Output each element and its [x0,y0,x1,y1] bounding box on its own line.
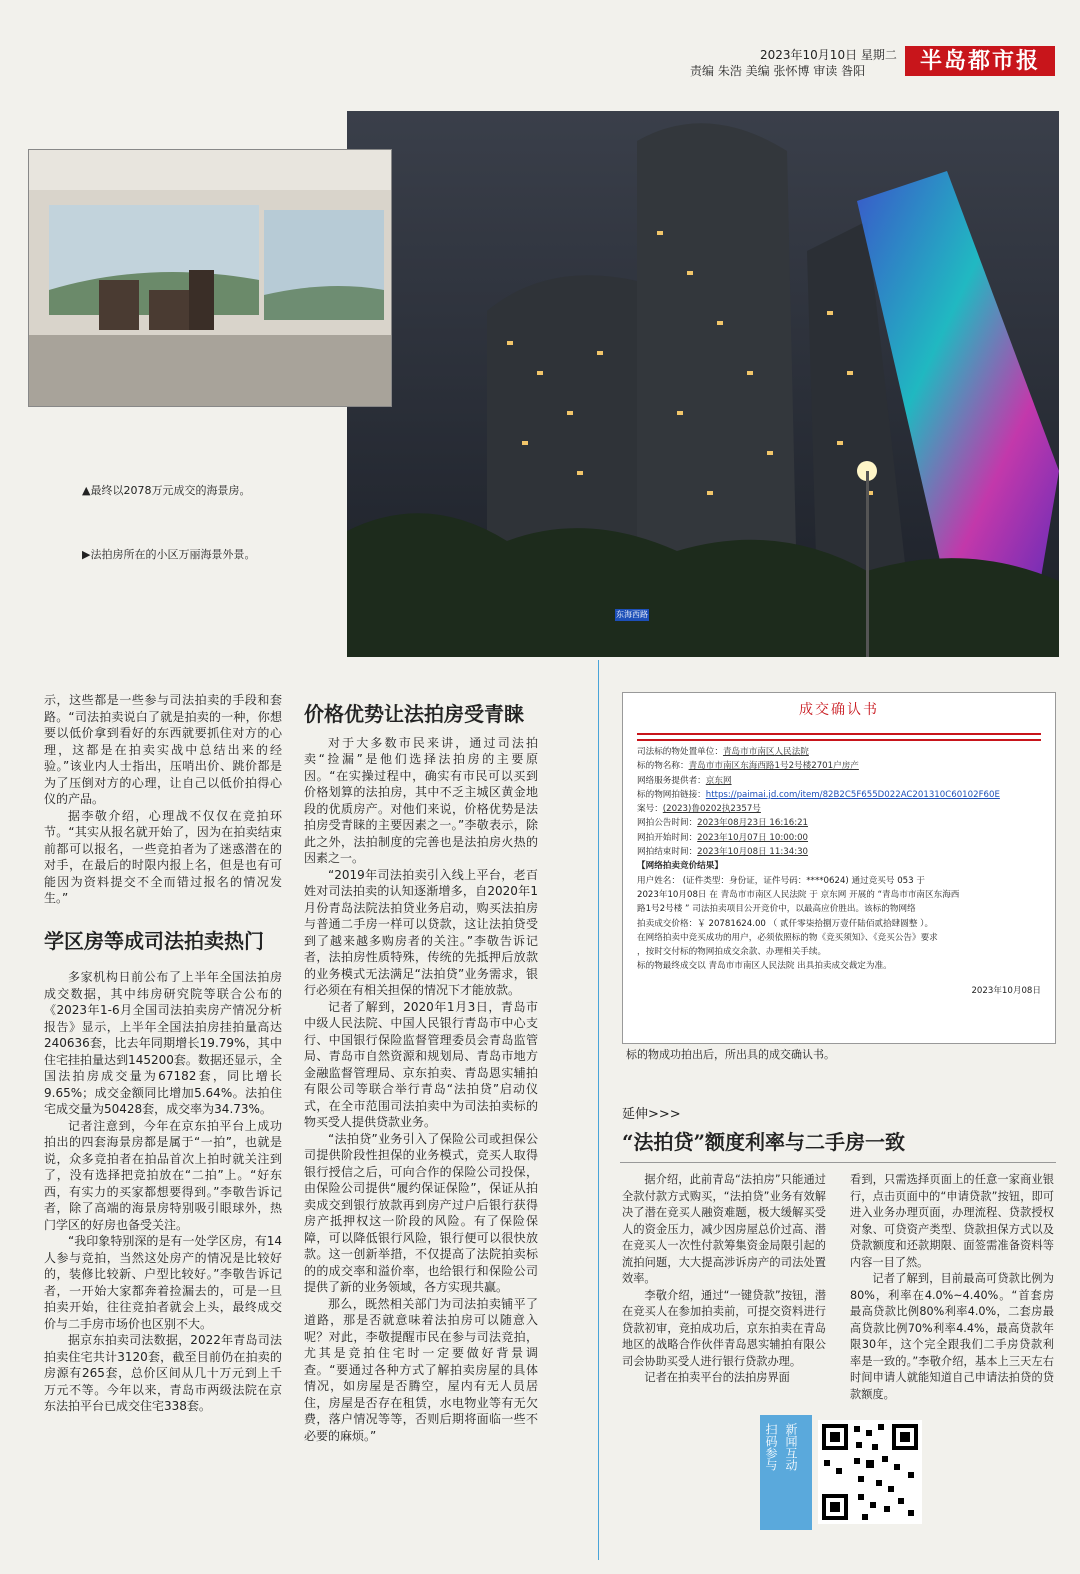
column-divider [598,660,599,1560]
paragraph: 记者了解到，2020年1月3日，青岛市中级人民法院、中国人民银行青岛市中心支行、中国银行保险监督管理委员会青岛监管局、青岛市自然资源和规划局、青岛市地方金融监督管理局、京东拍卖、青岛恩实辅拍有限公司等联合举行青岛“法拍贷”启动仪式，在全市范围司法拍卖中为司法拍卖标的物买受人提供贷款业务。 [304,999,538,1129]
paragraph: 据京东拍卖司法数据，2022年青岛司法拍卖住宅共计3120套，截至目前仍在拍卖的房源有265套，总价区间从几十万元到上千万元不等。今年以来，青岛市两级法院在京东法拍平台已成交住宅338套。 [44,1333,282,1413]
extension-column-1 [622,1172,826,1387]
photo-interior [28,149,392,407]
qr-code-icon [818,1420,922,1524]
paragraph: 记者注意到，今年在京东拍平台上成功拍出的四套海景房都是属于“一拍”，也就是说，众多竞拍者在拍品首次上拍时就关注到了，没有选择把竞拍放在“二拍”上。“好东西，有实力的买家都想要得到。”李敬告诉记者，除了高端的海景房特别吸引眼球外，热门学区的好房也备受关注。 [44,1118,282,1232]
section-rule [620,1162,1056,1163]
extension-column-2 [850,1172,1054,1403]
editor-credits: 责编 朱浩 美编 张怀博 审读 昝阳 [690,64,866,78]
paragraph: 多家机构日前公布了上半年全国法拍房成交数据，其中纬房研究院等联合公布的《2023年1-6月全国司法拍卖房产情况分析报告》显示，上半年全国法拍房挂拍量高达240636套，比去年同期增长19.79%，其中住宅挂拍量达到145200套。数据还显示，全国法拍房成交量为67182套，同比增长9.65%；成交金额同比增加5.64%。法拍住宅成交量为50428套，成交率为34.73%。 [44,970,282,1116]
certificate-date: 2023年10月08日 [971,985,1041,996]
paragraph: 对于大多数市民来讲，通过司法拍卖“捡漏”是他们选择法拍房的主要原因。“在实操过程中，确实有市民可以买到价格划算的法拍房，其中不乏主城区黄金地段的优质房产。对他们来说，价格优势是法拍房受青睐的主要因素之一。”李敬表示，除此之外，法拍制度的完善也是法拍房火热的因素之一。 [304,735,538,865]
red-rule [637,739,1041,741]
photo-towers-night [347,111,1059,657]
article-column-2 [304,702,538,1444]
extension-heading: “法拍贷”额度利率与二手房一致 [622,1130,906,1154]
paragraph: 记者在拍卖平台的法拍房界面 [644,1371,790,1384]
issue-date: 2023年10月10日 星期二 [760,48,897,62]
qr-label-scan: 扫码参与 [764,1423,778,1471]
paragraph: 看到，只需选择页面上的任意一家商业银行，点击页面中的“申请贷款”按钮，即可进入业务办理页面，办理流程、贷款授权对象、可贷资产类型、贷款担保方式以及贷款额度和还款期限、面签需准备资料等内容一目了然。 [850,1173,1054,1269]
paragraph: “我印象特别深的是有一处学区房，有14人参与竞拍，当然这处房产的情况是比较好的，装修比较新、户型比较好。”李敬告诉记者，一开始大家都奔着捡漏去的，可是一旦拍卖开始，往往竞拍者就会上头，最终成交价与二手房市场价也区别不大。 [44,1234,282,1331]
street-sign: 东海西路 [616,610,648,619]
qr-label-box [760,1415,812,1530]
paragraph: 示，这些都是一些参与司法拍卖的手段和套路。“司法拍卖说白了就是拍卖的一种，你想要以低价拿到看好的东西就要抓住对方的心理，这都是在拍卖实战中总结出来的经验。”该业内人士指出，压哨出价、跳价都是为了压倒对方的心理，让自己以低价拍得心仪的产品。 [44,693,282,806]
main-photo-caption: ▶法拍房所在的小区万丽海景外景。 [82,548,256,561]
auction-link[interactable]: https://paimai.jd.com/item/82B2C5F655D022AC201310C60102F60E [705,789,1000,800]
newspaper-logo: 半岛都市报 [905,46,1055,76]
article-column-1 [44,692,282,1415]
certificate-caption: 标的物成功拍出后，所出具的成交确认书。 [626,1048,835,1061]
section-heading: 学区房等成司法拍卖热门 [44,928,264,953]
certificate-fields: 司法标的物处置单位：青岛市市南区人民法院 标的物名称：青岛市市南区东海西路1号2号楼2701户房产 网络服务提供者：京东网 标的物网拍链接：https://paimai.jd.com/item/82B2C5F655D022AC201310C60102F60E 案号：(2023)鲁0202执2357号 网拍公告时间：2023年08月23日 16:16:21 网拍开始时间：2023年10月07日 10:00:00 网拍结束时间：2023年10月08日 11:34:30 【网络拍卖竞价结果】 用户姓名： (证件类型：身份证，证件号码：****0624) 通过竞买号 053 于 2023年10月08日 在 青岛市市南区人民法院 于 京东网 开展的 “青岛市市南区东海西 路1号2号楼 ” 司法拍卖项目公开竞价中，以最高应价胜出。该标的物网络 拍卖成交价格：￥ 20781624.00 （ 贰仟零柒拾捌万壹仟陆佰贰拾肆圆整 ）。 在网络拍卖中竞买成功的用户，必须依照标的物《竞买须知》、《竞买公告》要求 ，按时交付标的物网拍成交余款、办理相关手续。 标的物最终成交以 青岛市市南区人民法院 出具拍卖成交裁定为准。 2023年10月08日 [637,745,1041,998]
towers-illustration [347,111,1059,657]
paragraph: 记者了解到，目前最高可贷款比例为80%，利率在4.0%~4.40%。“首套房最高贷款比例80%利率4.0%，二套房最高贷款比例70%利率4.4%，最高贷款年限30年，这个完全跟我们二手房贷款利率是一致的。”李敬介绍，基本上三天左右时间申请人就能知道自己申请法拍贷的贷款额度。 [850,1272,1054,1401]
qr-code[interactable] [818,1420,922,1524]
interior-illustration [29,150,391,406]
paragraph: 李敬介绍，通过“一键贷款”按钮，潜在竞买人在参加拍卖前，可提交资料进行贷款初审，竞拍成功后，京东拍卖在青岛地区的战略合作伙伴青岛恩实辅拍有限公司会协助买受人进行银行贷款办理。 [622,1288,826,1368]
extension-tag: 延伸>>> [622,1107,681,1122]
paragraph: 那么，既然相关部门为司法拍卖铺平了道路，那是否就意味着法拍房可以随意入呢？对此，李敬提醒市民在参与司法竞拍，尤其是竞拍住宅时一定要做好背景调查。“要通过各种方式了解拍卖房屋的具体情况，如房屋是否腾空，屋内有无人员居住，房屋是否存在租赁，水电物业等有无欠费，落户情况等等，否则后期将面临一些不必要的麻烦。” [304,1296,538,1443]
red-rule [637,733,1041,735]
transaction-certificate [622,692,1056,1044]
paragraph: “2019年司法拍卖引入线上平台，老百姓对司法拍卖的认知逐渐增多，自2020年1月份青岛法院法拍贷业务启动，购买法拍房与普通二手房一样可以贷款，这让法拍贷受到了越来越多购房者的关注。”李敬告诉记者，法拍房性质特殊，传统的先抵押后放款的业务模式无法满足“法拍贷”业务需求，银行必须在有相关担保的情况下才能放款。 [304,867,538,997]
certificate-title: 成交确认书 [799,702,879,718]
paragraph: “法拍贷”业务引入了保险公司或担保公司提供阶段性担保的业务模式，竞买人取得银行授信之后，可向合作的保险公司投保，由保险公司提供“履约保证保险”，保证从拍卖成交到银行放款再到房产过户后银行获得房产抵押权这一阶段的风险。有了保险保障，可以降低银行风险，银行便可以很快放款。这一创新举措，不仅提高了法院拍卖标的的成交率和溢价率，也给银行和保险公司提供了新的业务领域，各方实现共赢。 [304,1131,538,1294]
inset-caption: ▲最终以2078万元成交的海景房。 [82,484,251,497]
paragraph: 据介绍，此前青岛“法拍房”只能通过全款付款方式购买，“法拍贷”业务有效解决了潜在竞买人融资难题，极大缓解买受人的资金压力，减少因房屋总价过高、潜在竞买人一次性付款筹集资金局限引起的流拍问题，大大提高涉诉房产的司法处置效率。 [622,1173,826,1285]
paragraph: 据李敬介绍，心理战不仅仅在竞拍环节。“其实从报名就开始了，因为在拍卖结束前都可以报名，一些竞拍者为了迷惑潜在的对手，在最后的时限内报上名，但是也有可能因为资料提交不全而错过报名的情况发生。” [44,808,282,905]
qr-label-news: 新闻互动 [784,1423,798,1471]
section-heading: 价格优势让法拍房受青睐 [304,702,524,726]
